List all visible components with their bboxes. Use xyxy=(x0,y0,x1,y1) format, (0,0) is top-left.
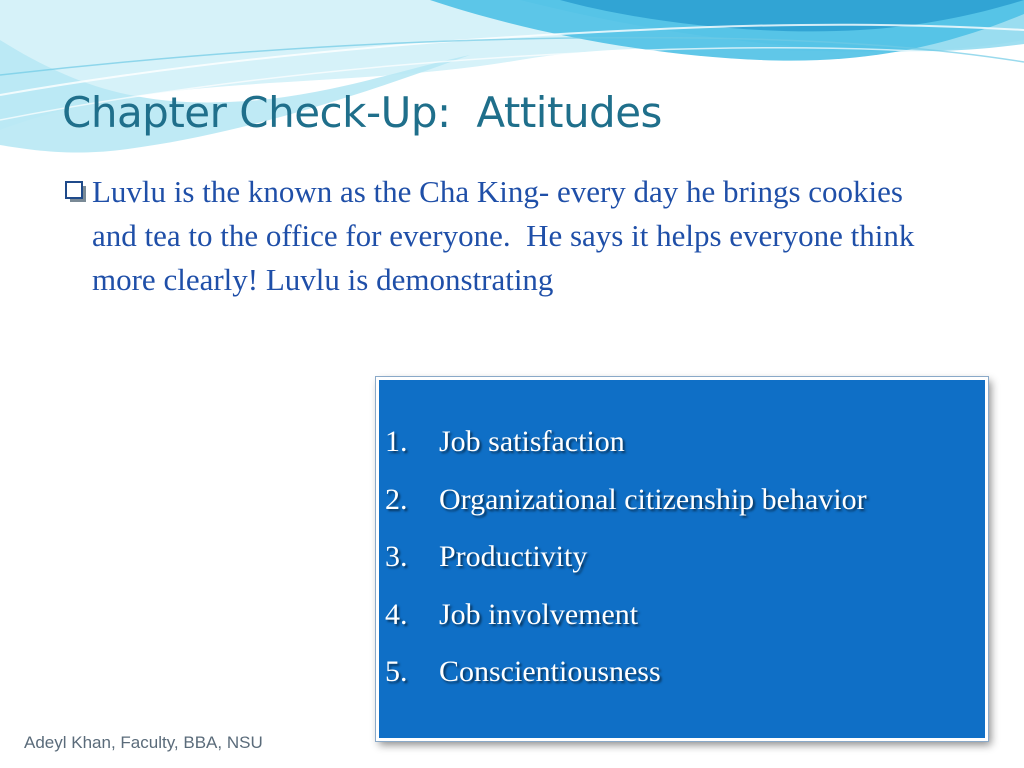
answer-list xyxy=(385,425,867,713)
answer-label: Productivity xyxy=(439,540,588,573)
answer-label: Conscientiousness xyxy=(439,655,661,688)
footer-credit: Adeyl Khan, Faculty, BBA, NSU xyxy=(24,733,263,752)
answer-label: Organizational citizenship behavior xyxy=(439,482,867,516)
answer-label: Job satisfaction xyxy=(439,425,625,458)
answer-option-4[interactable] xyxy=(385,598,867,656)
slide-title: Chapter Check-Up: Attitudes xyxy=(62,88,662,137)
answer-options-box xyxy=(376,377,988,741)
question-bullet xyxy=(62,170,942,302)
answer-number: 4. xyxy=(385,597,408,631)
answer-number: 5. xyxy=(385,655,408,688)
answer-option-1[interactable] xyxy=(385,425,867,483)
checkbox-bullet-icon xyxy=(62,174,90,210)
answer-number: 3. xyxy=(385,540,408,573)
answer-option-2[interactable] xyxy=(385,483,867,541)
answer-option-3[interactable] xyxy=(385,540,867,598)
answer-number: 1. xyxy=(385,425,408,458)
answer-option-5[interactable] xyxy=(385,655,867,713)
answer-number: 2. xyxy=(385,482,408,516)
answer-label: Job involvement xyxy=(439,597,639,631)
question-text: Luvlu is the known as the Cha King- every day he brings cookies and tea to the office for everyone. He says it helps everyone think more clearly! Luvlu is demonstrating xyxy=(92,174,923,297)
